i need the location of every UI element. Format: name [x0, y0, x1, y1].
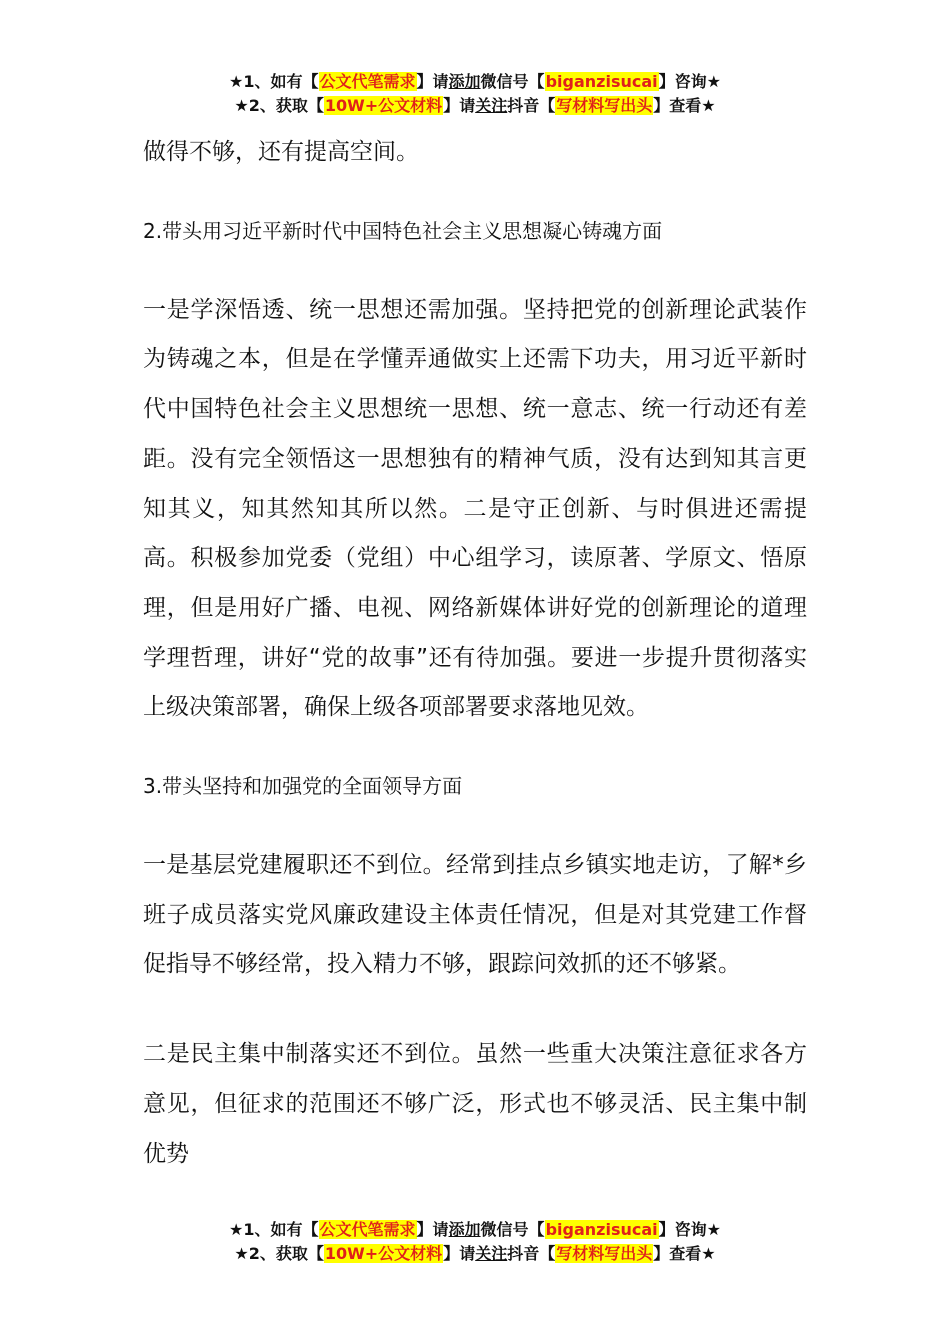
banner-text: 微信号【: [480, 1220, 545, 1239]
banner-highlight: 10W+公文材料: [324, 1244, 443, 1263]
paragraph-section-3b: 二是民主集中制落实还不到位。虽然一些重大决策注意征求各方意见，但征求的范围还不够广泛，形式也不够灵活、民主集中制优势: [143, 1041, 807, 1167]
footer-banner: [0, 1218, 950, 1266]
banner-line-1: [0, 70, 950, 94]
banner-emphasis: 关注: [475, 1244, 508, 1263]
banner-emphasis: 添加: [448, 72, 481, 91]
banner-emphasis: 添加: [448, 1220, 481, 1239]
section-heading-2: 2.带头用习近平新时代中国特色社会主义思想凝心铸魂方面: [143, 218, 663, 243]
paragraph-intro: 做得不够，还有提高空间。: [143, 139, 419, 165]
banner-line-2: [0, 94, 950, 118]
banner-highlight: 10W+公文材料: [324, 96, 443, 115]
banner-text: ★2、获取【: [234, 1244, 324, 1263]
banner-text: 抖音【: [507, 1244, 556, 1263]
paragraph-section-2: 一是学深悟透、统一思想还需加强。坚持把党的创新理论武装作为铸魂之本，但是在学懂弄通做实上还需下功夫，用习近平新时代中国特色社会主义思想统一思想、统一意志、统一行动还有差距。没有完全领悟这一思想独有的精神气质，没有达到知其言更知其义，知其然知其所以然。二是守正创新、与时俱进还需提高。积极参加党委（党组）中心组学习，读原著、学原文、悟原理，但是用好广播、电视、网络新媒体讲好党的创新理论的道理学理哲理，讲好“党的故事”还有待加强。要进一步提升贯彻落实上级决策部署，确保上级各项部署要求落地见效。: [143, 296, 807, 721]
banner-text: 】请: [443, 96, 476, 115]
banner-highlight: 公文代笔需求: [319, 1220, 416, 1239]
banner-line-2: [0, 1242, 950, 1266]
banner-text: 】请: [416, 1220, 449, 1239]
banner-text: 抖音【: [507, 96, 556, 115]
banner-text: 】查看★: [653, 96, 716, 115]
banner-highlight: 公文代笔需求: [319, 72, 416, 91]
banner-text: 微信号【: [480, 72, 545, 91]
banner-text: ★2、获取【: [234, 96, 324, 115]
banner-text: 】请: [416, 72, 449, 91]
banner-text: 】查看★: [653, 1244, 716, 1263]
banner-emphasis: 关注: [475, 96, 508, 115]
banner-text: ★1、如有【: [229, 72, 319, 91]
banner-highlight: biganzisucai: [545, 72, 658, 91]
banner-text: 】请: [443, 1244, 476, 1263]
banner-highlight: 写材料写出头: [556, 1244, 653, 1263]
banner-text: ★1、如有【: [229, 1220, 319, 1239]
banner-line-1: [0, 1218, 950, 1242]
banner-text: 】咨询★: [658, 1220, 721, 1239]
section-heading-3: 3.带头坚持和加强党的全面领导方面: [143, 774, 463, 799]
document-body: [143, 128, 807, 1179]
banner-text: 】咨询★: [658, 72, 721, 91]
banner-highlight: biganzisucai: [545, 1220, 658, 1239]
banner-highlight: 写材料写出头: [556, 96, 653, 115]
header-banner: [0, 70, 950, 118]
paragraph-section-3a: 一是基层党建履职还不到位。经常到挂点乡镇实地走访，了解*乡班子成员落实党风廉政建设主体责任情况，但是对其党建工作督促指导不够经常，投入精力不够，跟踪问效抓的还不够紧。: [143, 852, 807, 978]
